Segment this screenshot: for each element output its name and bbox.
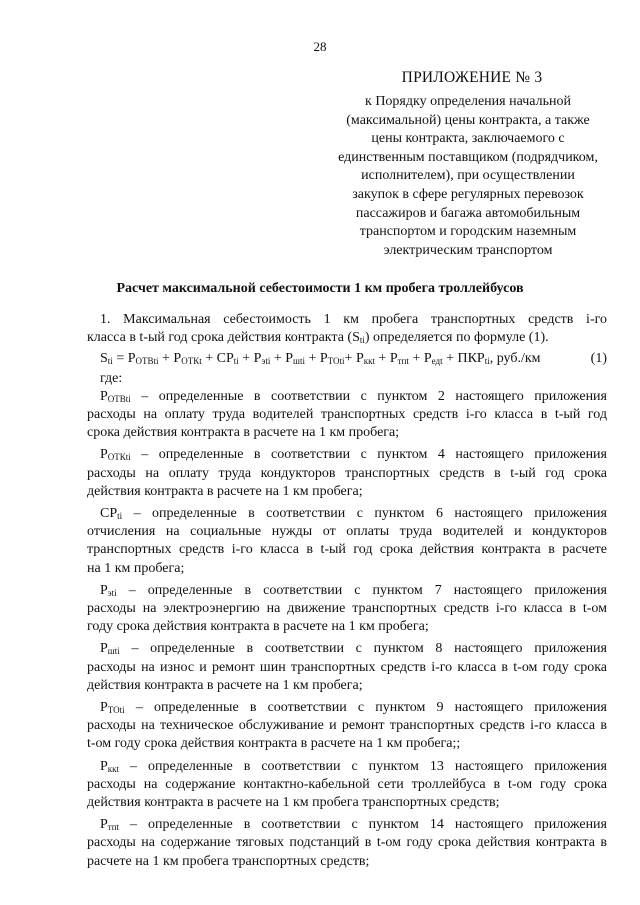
formula-subscript: тпt: [397, 356, 409, 367]
definition-subscript: ОТВti: [107, 393, 131, 404]
definition-line: расходы на электроэнергию на движение транспортных средств i-го класса в t-ом: [87, 601, 607, 617]
definition-subscript: ti: [117, 511, 123, 522]
definition-text: – определенные в соответствии с пунктом 9 настоящего приложения: [124, 700, 607, 716]
definition-text: – определенные в соответствии с пунктом 4 настоящего приложения: [130, 447, 607, 463]
definition-text: – определенные в соответствии с пунктом 14 настоящего приложения: [119, 817, 607, 833]
definition-subscript: шti: [107, 646, 120, 657]
section-heading: Расчет максимальной себестоимости 1 км пробега троллейбусов: [116, 281, 524, 296]
definition-line: транспортных средств i-го класса в t-ый год срока действия контракта в расчете: [87, 542, 607, 558]
intro-line: [87, 329, 607, 347]
definition-subscript: эti: [107, 587, 117, 598]
formula-subscript: ti: [233, 356, 239, 367]
formula-term: + ПКР: [442, 351, 485, 367]
formula-term: + Р: [408, 351, 432, 367]
definition-line: [87, 640, 607, 658]
appendix-subtitle-line: транспортом и городским наземным: [359, 224, 577, 240]
definition-line: [87, 758, 607, 776]
definition-line: расходы на техническое обслуживание и ремонт транспортных средств i-го класса в: [87, 718, 607, 734]
formula-subscript: ОТВti: [135, 356, 159, 367]
appendix-subtitle-line: исполнителем), при осуществлении: [361, 168, 575, 184]
definition-symbol: Р: [100, 817, 108, 833]
formula-subscript: шti: [293, 356, 305, 367]
definition-subscript: ТОti: [107, 705, 125, 716]
definition-symbol: Р: [100, 641, 108, 657]
formula-symbol: S: [100, 351, 108, 367]
page-number: 28: [313, 39, 327, 54]
definition-text: – определенные в соответствии с пунктом 6 настоящего приложения: [122, 506, 607, 522]
definition-symbol: Р: [100, 700, 108, 716]
definition-line: [87, 505, 607, 523]
definition-line: действия контракта в расчете на 1 км пробега;: [87, 483, 363, 499]
definition-line: срока действия контракта в расчете на 1 км пробега;: [87, 425, 400, 441]
formula-term: + Р: [304, 351, 328, 367]
formula-term: Р: [127, 351, 136, 367]
definition-line: [87, 699, 607, 717]
definition-symbol: Р: [100, 447, 108, 463]
appendix-subtitle-line: закупок в сфере регулярных перевозок: [352, 186, 584, 202]
formula-term: + Р: [238, 351, 262, 367]
definition-line: году срока действия контракта в расчете на 1 км пробега;: [87, 619, 429, 635]
formula-term: + Р: [270, 351, 294, 367]
definition-line: [87, 446, 607, 464]
appendix-subtitle-line: (максимальной) цены контракта, а также: [346, 112, 590, 128]
formula-subscript: ккt: [363, 356, 375, 367]
definition-text: – определенные в соответствии с пунктом 8 настоящего приложения: [119, 641, 607, 657]
definition-symbol: Р: [100, 758, 108, 774]
definition-line: действия контракта в расчете на 1 км пробега транспортных средств;: [87, 795, 500, 811]
formula-term: + СР: [201, 351, 234, 367]
definition-line: расчете на 1 км пробега транспортных средств;: [87, 853, 370, 869]
definition-line: действия контракта в расчете на 1 км пробега;: [87, 677, 363, 693]
definition-subscript: тпt: [107, 822, 120, 833]
appendix-subtitle: [318, 93, 618, 260]
formula-term: + Р: [158, 351, 182, 367]
definition-line: расходы на содержание контактно-кабельной сети троллейбуса в t-ом году срока: [87, 776, 607, 792]
appendix-subtitle-line: электрическим транспортом: [383, 242, 553, 258]
appendix-subtitle-line: единственным поставщиком (подрядчиком,: [338, 149, 598, 165]
formula-subscript: едt: [431, 356, 443, 367]
formula-operator: =: [112, 351, 128, 367]
definition-line: расходы на оплату труда водителей транспортных средств i-го класса в t-ый год: [87, 407, 607, 423]
appendix-subtitle-line: цены контракта, заключаемого с: [371, 131, 565, 147]
definition-symbol: Р: [100, 582, 108, 598]
formula-expression: [100, 350, 541, 368]
definition-text: – определенные в соответствии с пунктом 7 настоящего приложения: [116, 582, 607, 598]
formula-subscript: эti: [261, 356, 271, 367]
definition-subscript: ккt: [107, 763, 120, 774]
formula-1: [87, 350, 607, 368]
formula-subscript: ti: [107, 356, 113, 367]
definition-line: [87, 582, 607, 600]
definition-line: t-ом году срока действия контракта в расчете на 1 км пробега;;: [87, 736, 461, 752]
formula-term: + Р: [374, 351, 398, 367]
definition-line: расходы на износ и ремонт шин транспортных средств i-го класса в t-ом году срока: [87, 659, 607, 675]
formula-subscript: ti: [484, 356, 490, 367]
definition-line: [87, 816, 607, 834]
definition-line: на 1 км пробега;: [87, 560, 185, 576]
intro-text: ) определяется по формуле (1).: [364, 330, 549, 346]
intro-line: 1. Максимальная себестоимость 1 км пробега транспортных средств i-го: [100, 312, 607, 327]
definition-symbol: СР: [100, 506, 118, 522]
formula-unit: , руб./км: [489, 351, 541, 367]
formula-subscript: ОТКt: [181, 356, 202, 367]
definition-text: – определенные в соответствии с пунктом 2 настоящего приложения: [130, 388, 607, 404]
intro-subscript: ti: [359, 335, 365, 346]
definition-subscript: ОТКti: [107, 452, 131, 463]
definition-symbol: Р: [100, 388, 108, 404]
formula-term: + Р: [344, 351, 364, 367]
definition-line: расходы на содержание тяговых подстанций в t-ом году срока действия контракта в: [87, 835, 607, 851]
formula-subscript: ТОti: [327, 356, 345, 367]
definition-line: отчисления на социальные нужды от оплаты труда водителей и кондукторов: [87, 524, 607, 540]
document-body: [87, 311, 607, 871]
definition-line: [87, 388, 607, 406]
formula-number: (1): [590, 351, 607, 367]
intro-text: класса в t-ый год срока действия контракта (S: [87, 330, 360, 346]
definition-line: расходы на оплату труда кондукторов транспортных средств в t-ый год срока: [87, 465, 607, 481]
where-label: где:: [100, 370, 123, 386]
appendix-subtitle-line: к Порядку определения начальной: [365, 94, 571, 109]
appendix-title: ПРИЛОЖЕНИЕ № 3: [401, 69, 543, 86]
definition-text: – определенные в соответствии с пунктом 13 настоящего приложения: [119, 758, 607, 774]
appendix-subtitle-line: пассажиров и багажа автомобильным: [355, 205, 581, 221]
